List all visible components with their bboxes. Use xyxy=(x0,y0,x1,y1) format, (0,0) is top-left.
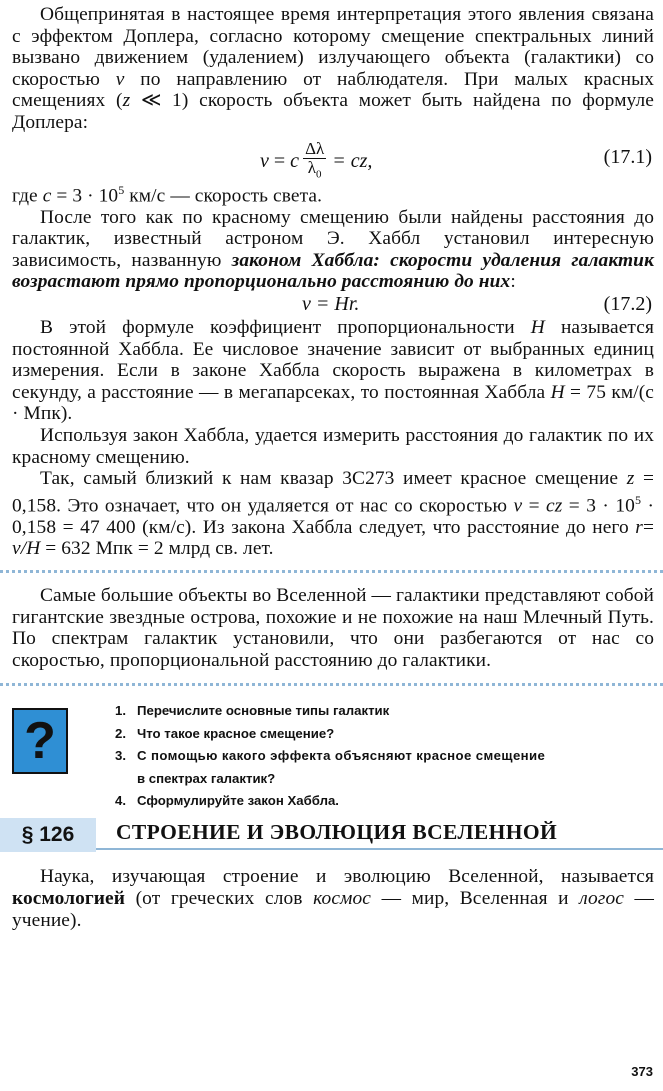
page-number: 373 xyxy=(631,1064,653,1079)
equation-17-1: v = c $\frac{\Delta\lambda}{\lambda_0}$ = cz, (17.1) xyxy=(12,134,654,180)
question-item: 4. Сформулируйте закон Хаббла. xyxy=(115,793,339,809)
question-mark-icon: ? xyxy=(12,708,68,774)
textbook-page xyxy=(12,4,654,931)
paragraph-quasar-example: Так, самый близкий к нам квазар 3С273 имеет красное смещение z = 0,158. Это означает, что он удаляется от нас со скоростью v = cz = $3 \cdot 10^5 \cdot 0,158 = 47$ 400 (км/с). Из закона Хаббла следует, что расстояние до него r= v/H = 632 Мпк = 2 млрд св. лет. xyxy=(12,468,655,560)
paragraph-cosmology: Наука, изучающая строение и эволюцию Вселенной, называется космологией (от греческих слов космос — мир, Вселенная и логос — учение). xyxy=(12,866,655,931)
paragraph-speed-of-light: где $c = 3 \cdot 10^5$ км/с — скорость света. xyxy=(12,182,323,207)
section-underline xyxy=(96,848,663,850)
question-item-continuation: в спектрах галактик? xyxy=(137,770,276,786)
paragraph-hubble-law: После того как по красному смещению были найдены расстояния до галактик, известный астроном Э. Хаббл установил интересную зависимость, названную законом Хаббла: скорости удаления галактик возрастают прямо пропорционально расстоянию до них: xyxy=(12,206,654,293)
questions-block xyxy=(12,696,654,814)
dotted-divider xyxy=(0,570,663,573)
question-item: 1. Перечислите основные типы галактик xyxy=(115,703,390,719)
fraction-delta-lambda: $\frac{\Delta\lambda}{\lambda_0}$ xyxy=(305,138,325,180)
section-heading xyxy=(12,818,654,852)
section-number: § 126 xyxy=(0,818,96,852)
question-item: 2. Что такое красное смещение? xyxy=(115,725,335,741)
equation-number: (17.1) xyxy=(603,145,652,168)
paragraph-distance-measurement: Используя закон Хаббла, удается измерить расстояния до галактик по их красному смещению. xyxy=(12,424,654,468)
section-title: СТРОЕНИЕ И ЭВОЛЮЦИЯ ВСЕЛЕННОЙ xyxy=(116,820,558,845)
question-item: 3. С помощью какого эффекта объясняют красное смещение xyxy=(115,748,546,764)
equation-17-2: v = Hr. (17.2) xyxy=(302,293,652,315)
summary-paragraph: Самые большие объекты во Вселенной — галактики представляют собой гигантские звездные острова, похожие и не похожие на наш Млечный Путь. По спектрам галактик установили, что они разбегаются от нас со скоростью, пропорциональной расстоянию до галактики. xyxy=(12,585,654,671)
questions-list xyxy=(115,700,655,813)
dotted-divider xyxy=(0,683,663,686)
paragraph-doppler-intro: Общепринятая в настоящее время интерпретация этого явления связана с эффектом Доплера, согласно которому смещение спектральных линий вызвано движением (удалением) излучающего объекта (галактики) со скоростью v по направлению от наблюдателя. При малых красных смещениях (z ≪ 1) скорость объекта может быть найдена по формуле Доплера: xyxy=(12,4,654,133)
equation-number: (17.2) xyxy=(603,293,652,315)
paragraph-hubble-constant: В этой формуле коэффициент пропорциональности H называется постоянной Хаббла. Ее числовое значение зависит от выбранных единиц измерения. Если в законе Хаббла скорость выражена в километрах в секунду, а расстояние — в мегапарсеках, то постоянная Хаббла H = 75 км/(с · Мпк). xyxy=(12,317,655,425)
